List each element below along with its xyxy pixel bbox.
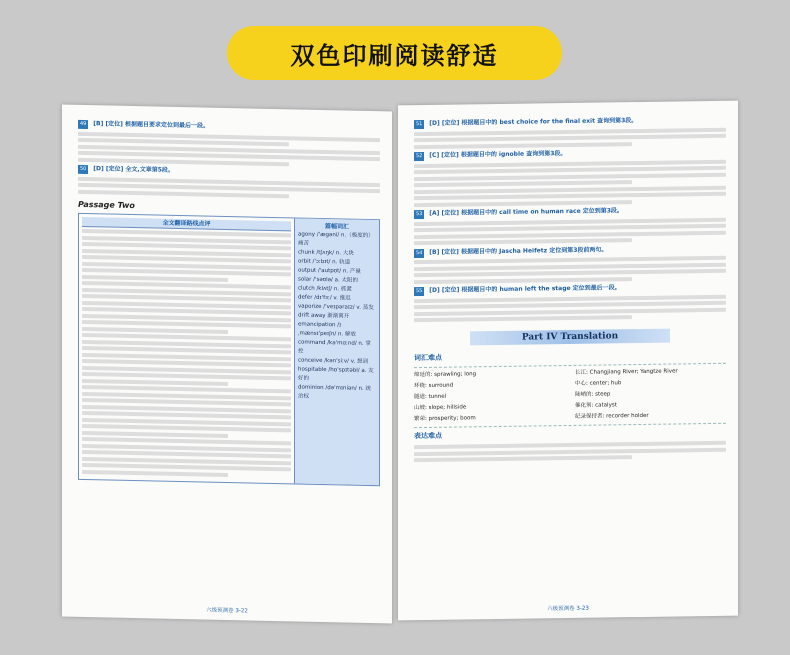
right-page-footer: 六级预测卷 3-23 (547, 605, 589, 613)
vocab-item: vaporize /'veɪpəraɪz/ v. 蒸发 (298, 302, 374, 311)
table-header-right: 篇幅词汇 (324, 222, 349, 231)
question-51: 51 [D] [定位] 根据题目中的 best choice for the final exit 查询到第3段。 (414, 115, 726, 129)
promo-banner (227, 26, 562, 80)
question-52: 52 [C] [定位] 根据题目中的 ignoble 查询到第3段。 (414, 147, 726, 161)
vocab-item: command /kə'mɑːnd/ n. 掌控 (298, 338, 371, 355)
question-53: 53 [A] [定位] 根据题目中的 call time on human race 定位到第3段。 (414, 205, 726, 219)
vocab-item: orbit /'ɔːbɪt/ n. 轨道 (298, 257, 351, 266)
left-page-footer: 六级预测卷 3-22 (206, 607, 248, 615)
vocab-item: emancipation /ɪˌmænsɪ'peɪʃn/ n. 解放 (298, 320, 357, 338)
part-title: Part IV Translation (470, 329, 670, 346)
vocab-item: agony /'ægəni/ n.（极度的）痛苦 (298, 230, 374, 247)
vocab-item: solar /'səʊlə/ a. 太阳的 (298, 275, 359, 284)
left-page (62, 105, 392, 624)
word-item: 环绕: surround (414, 382, 454, 390)
passage-title: Passage Two (78, 199, 135, 210)
vocab-item: defer /dɪ'fɜː/ v. 推迟 (298, 293, 351, 302)
question-55: 55 [D] [定位] 根据题目中的 human left the stage 定位到最后一段。 (414, 282, 726, 296)
word-item: 长江: Changjiang River; Yangtze River (575, 368, 678, 376)
word-item: 繁荣: prosperity; boom (414, 415, 476, 423)
expression-section-title: 表达难点 (414, 431, 442, 441)
vocab-section-title: 词汇难点 (414, 353, 442, 363)
translation-table (78, 212, 380, 486)
question-50: 50 [D] [定位] 全文,文章第5段。 (80, 165, 174, 174)
word-item: 绵延的: sprawling; long (414, 371, 477, 379)
word-item: 催化剂: catalyst (575, 402, 617, 409)
word-item: 陡峭的: steep (575, 391, 611, 398)
table-header-left: 全文翻译路线点评 (82, 216, 291, 230)
word-item: 山坡: slope; hillside (414, 404, 467, 412)
vocab-item: conceive /kən'siːv/ v. 想到 (298, 356, 369, 365)
question-49: 49 [B] [定位] 根据题目要求定位到最后一段。 (80, 120, 210, 130)
vocab-item: chunk /tʃʌŋk/ n. 大块 (298, 248, 354, 257)
banner-title: 双色印刷阅读舒适 (290, 41, 499, 70)
word-item: 隧道: tunnel (414, 393, 447, 401)
question-54: 54 [B] [定位] 根据题目中的 Jascha Heifetz 定位到第3段前两句。 (414, 243, 726, 257)
vocab-item: clutch /klʌtʃ/ n. 抓紧 (298, 284, 352, 293)
vocab-item: output /'autpʊt/ n. 产量 (298, 266, 361, 275)
vocab-item: dominion /də'mɪniən/ n. 统治权 (298, 383, 371, 400)
vocab-item: hospitable /hɒ'spɪtəbl/ a. 友好的 (298, 365, 374, 382)
word-item: 纪录保持者: recorder holder (575, 412, 649, 420)
word-item: 中心: center; hub (575, 380, 622, 387)
vocab-item: drift away 渐渐离开 (298, 311, 350, 320)
word-grid (414, 363, 726, 428)
right-page (398, 101, 738, 621)
